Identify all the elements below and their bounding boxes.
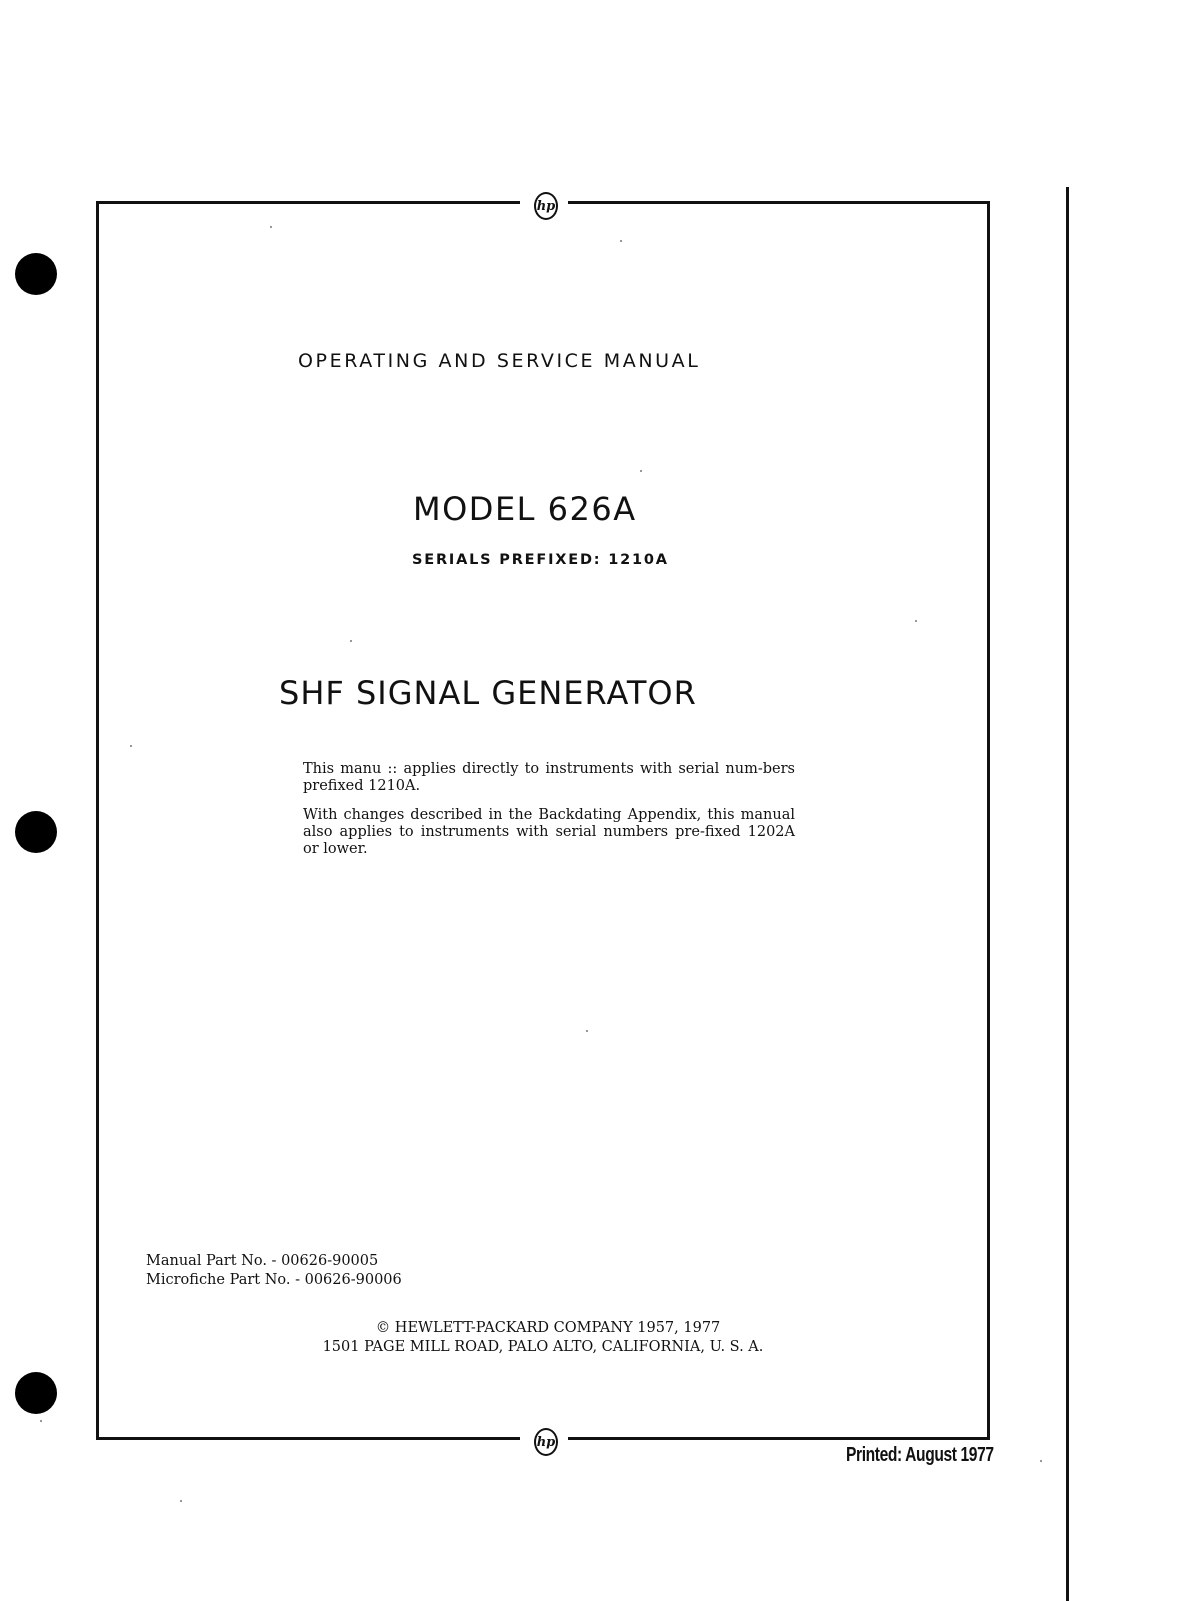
company-address: 1501 PAGE MILL ROAD, PALO ALTO, CALIFORNIA, U. S. A. <box>322 1339 764 1355</box>
serials-prefixed: SERIALS PREFIXED: 1210A <box>412 552 669 568</box>
hp-logo-icon: hp <box>534 1428 558 1456</box>
manual-part-number: Manual Part No. - 00626-90005 <box>146 1253 379 1269</box>
scan-speck <box>270 226 272 228</box>
applicability-text <box>303 761 795 870</box>
model-title: MODEL 626A <box>413 490 637 528</box>
scan-speck <box>640 470 642 472</box>
applicability-paragraph: This manu :: applies directly to instruments with serial num-bers prefixed 1210A. <box>303 761 795 794</box>
binder-hole <box>15 253 57 295</box>
scan-speck <box>180 1500 182 1502</box>
scan-speck <box>1040 1460 1042 1462</box>
binder-hole <box>15 1372 57 1414</box>
scan-speck <box>350 640 352 642</box>
scan-speck <box>130 745 132 747</box>
printed-date: Printed: August 1977 <box>846 1444 994 1466</box>
hp-logo-icon: hp <box>534 192 558 220</box>
microfiche-part-number: Microfiche Part No. - 00626-90006 <box>146 1272 402 1288</box>
scan-speck <box>620 240 622 242</box>
scan-speck <box>40 1420 42 1422</box>
scan-speck <box>586 1030 588 1032</box>
manual-title: OPERATING AND SERVICE MANUAL <box>298 350 701 372</box>
product-title: SHF SIGNAL GENERATOR <box>279 674 697 712</box>
page-edge-rule <box>1066 187 1069 1601</box>
binder-hole <box>15 811 57 853</box>
backdating-paragraph: With changes described in the Backdating Appendix, this manual also applies to instruments with serial numbers pre-fixed 1202A or lower. <box>303 807 795 857</box>
part-numbers <box>146 1252 402 1290</box>
copyright-line: © HEWLETT-PACKARD COMPANY 1957, 1977 <box>375 1320 721 1336</box>
scan-speck <box>915 620 917 622</box>
